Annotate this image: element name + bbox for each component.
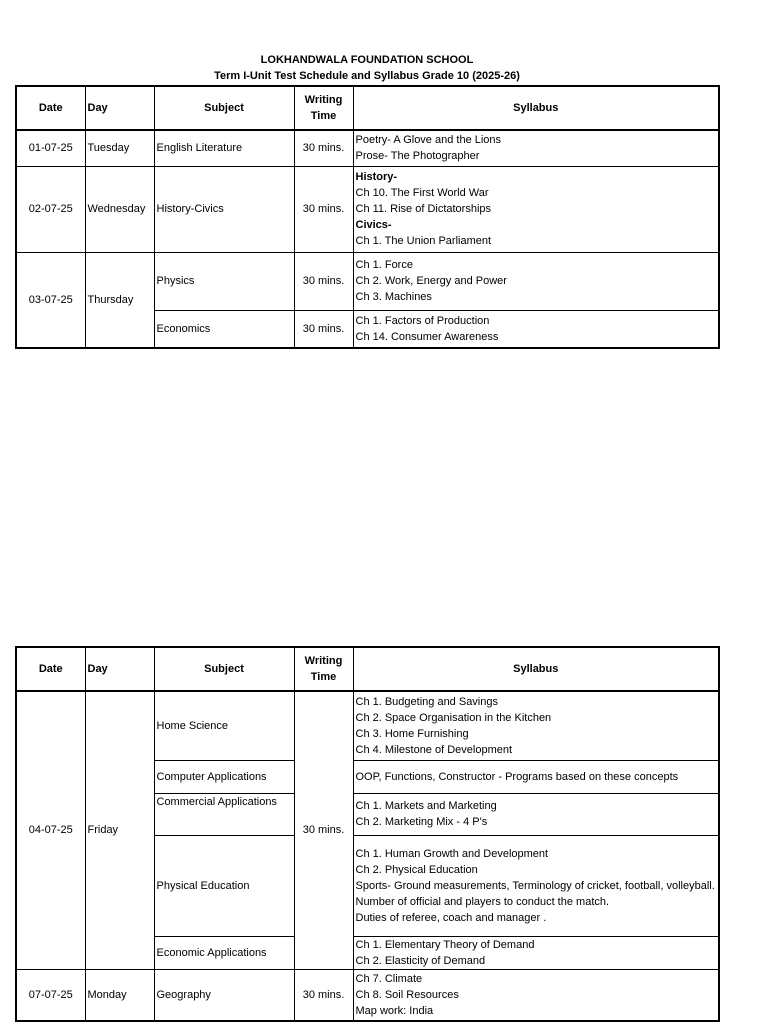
header-row: [16, 647, 719, 691]
syllabus-line: Ch 7. Climate: [355, 972, 423, 985]
date-cell: 07-07-25: [16, 969, 85, 1021]
syllabus-line: Map work: India: [355, 1004, 434, 1017]
date-cell: 02-07-25: [16, 166, 85, 252]
col-syllabus: Syllabus: [353, 647, 719, 691]
subject-cell: Geography: [154, 969, 294, 1021]
syllabus-cell: [353, 936, 719, 969]
time-cell: 30 mins.: [294, 310, 353, 348]
day-cell: Tuesday: [85, 130, 154, 166]
col-subject: Subject: [154, 86, 294, 130]
syllabus-cell: [353, 691, 719, 760]
syllabus-cell: [353, 760, 719, 793]
syllabus-cell: [353, 252, 719, 310]
syllabus-line: Ch 1. Budgeting and Savings: [355, 695, 498, 708]
syllabus-line: Poetry- A Glove and the Lions: [355, 134, 502, 147]
syllabus-line: Ch 2. Marketing Mix - 4 P's: [355, 816, 488, 828]
syllabus-line: Sports- Ground measurements, Terminology of cricket, football, volleyball.: [355, 879, 715, 892]
date-cell: 01-07-25: [16, 130, 85, 166]
syllabus-line: Duties of referee, coach and manager .: [355, 911, 547, 924]
syllabus-line: Ch 1. Factors of Production: [355, 314, 490, 327]
syllabus-heading: Civics-: [355, 219, 392, 231]
subject-cell: Physical Education: [154, 835, 294, 936]
syllabus-line: Ch 2. Elasticity of Demand: [355, 954, 486, 967]
syllabus-line: Ch 1. Markets and Marketing: [355, 800, 497, 812]
col-writing-time: Writing Time: [294, 647, 353, 691]
time-cell: 30 mins.: [294, 166, 353, 252]
subject-cell: Physics: [154, 252, 294, 310]
table-row: [16, 969, 719, 1021]
time-cell: 30 mins.: [294, 252, 353, 310]
syllabus-line: Ch 2. Physical Education: [355, 863, 478, 876]
table-row: [16, 130, 719, 166]
syllabus-line: Ch 8. Soil Resources: [355, 988, 459, 1001]
table-row: [16, 252, 719, 310]
col-syllabus: Syllabus: [353, 86, 719, 130]
syllabus-line: Ch 1. Elementary Theory of Demand: [355, 938, 535, 951]
syllabus-line: Ch 2. Space Organisation in the Kitchen: [355, 711, 552, 724]
table-row: [16, 166, 719, 252]
syllabus-line: Ch 14. Consumer Awareness: [355, 330, 499, 343]
col-date: Date: [16, 86, 85, 130]
date-cell: 03-07-25: [16, 252, 85, 348]
syllabus-line: Ch 4. Milestone of Development: [355, 743, 513, 756]
day-cell: Wednesday: [85, 166, 154, 252]
syllabus-line: Prose- The Photographer: [355, 150, 480, 163]
syllabus-line: Number of official and players to conduct the match.: [355, 895, 610, 908]
table-row: [16, 691, 719, 760]
header-row: [16, 86, 719, 130]
schedule-table-1: [15, 85, 720, 349]
syllabus-line: Ch 2. Work, Energy and Power: [355, 275, 507, 287]
subject-cell: Economic Applications: [154, 936, 294, 969]
syllabus-cell: [353, 166, 719, 252]
syllabus-line: Ch 3. Machines: [355, 291, 432, 303]
col-day: Day: [85, 86, 154, 130]
syllabus-line: Ch 1. The Union Parliament: [355, 235, 492, 247]
subject-cell: Home Science: [154, 691, 294, 760]
syllabus-cell: [353, 130, 719, 166]
date-cell: 04-07-25: [16, 691, 85, 969]
syllabus-line: OOP, Functions, Constructor - Programs based on these concepts: [355, 770, 679, 783]
syllabus-cell: [353, 793, 719, 835]
syllabus-heading: History-: [355, 171, 398, 183]
time-cell: 30 mins.: [294, 130, 353, 166]
time-cell: 30 mins.: [294, 969, 353, 1021]
syllabus-cell: [353, 310, 719, 348]
schedule-title: Term I-Unit Test Schedule and Syllabus Grade 10 (2025-26): [214, 70, 520, 82]
day-cell: Thursday: [85, 252, 154, 348]
subject-cell: Computer Applications: [154, 760, 294, 793]
syllabus-line: Ch 1. Human Growth and Development: [355, 847, 549, 860]
syllabus-cell: [353, 969, 719, 1021]
schedule-table-2: [15, 646, 720, 1022]
col-subject: Subject: [154, 647, 294, 691]
col-date: Date: [16, 647, 85, 691]
syllabus-cell: [353, 835, 719, 936]
school-name: LOKHANDWALA FOUNDATION SCHOOL: [260, 54, 474, 66]
subject-cell: English Literature: [154, 130, 294, 166]
col-writing-time: Writing Time: [294, 86, 353, 130]
subject-cell: Economics: [154, 310, 294, 348]
syllabus-line: Ch 3. Home Furnishing: [355, 727, 469, 740]
subject-cell: History-Civics: [154, 166, 294, 252]
day-cell: Monday: [85, 969, 154, 1021]
subject-cell: Commercial Applications: [154, 793, 294, 835]
col-day: Day: [85, 647, 154, 691]
syllabus-line: Ch 11. Rise of Dictatorships: [355, 203, 492, 215]
syllabus-line: Ch 1. Force: [355, 259, 413, 271]
day-cell: Friday: [85, 691, 154, 969]
time-cell: 30 mins.: [294, 691, 353, 969]
syllabus-line: Ch 10. The First World War: [355, 187, 489, 199]
document-header: [0, 52, 734, 84]
